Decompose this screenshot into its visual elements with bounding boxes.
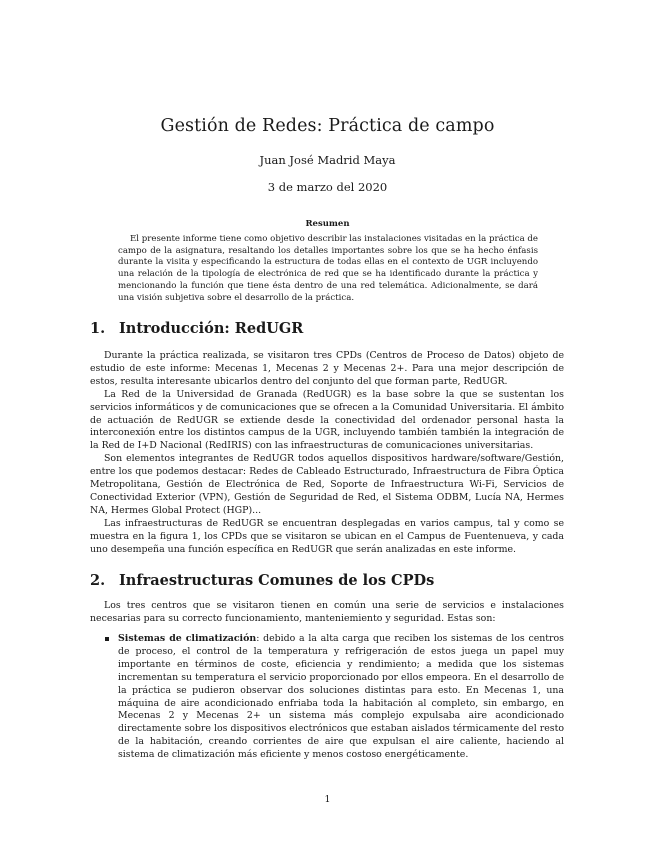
list-item	[118, 633, 564, 762]
paragraph: La Red de la Universidad de Granada (RedUGR) es la base sobre la que se sustentan los servicios informáticos y de comunicaciones que se ofrecen a la Comunidad Universitaria. El ámbito de actuación de RedUGR se extiende desde la conectividad del ordenador personal hasta la interconexión entre los distintos campus de la UGR, incluyendo también también la integración de la Red de I+D Nacional (RedIRIS) con las infraestructuras de comunicaciones universitarias.	[90, 388, 564, 452]
paragraph: Los tres centros que se visitaron tienen en común una serie de servicios e instalaciones necesarias para su correcto funcionamiento, manteniemiento y seguridad. Estas son:	[90, 600, 564, 624]
section-heading-introduccion	[90, 320, 570, 337]
paragraph: Son elementos integrantes de RedUGR todos aquellos dispositivos hardware/software/Gestión, entre los que podemos destacar: Redes de Cableado Estructurado, Infraestructura de Fibra Óptica Metropolitana, Gestión de Electrónica de Red, Soporte de Infraestructura Wi-Fi, Servicios de Conectividad Exterior (VPN), Gestión de Seguridad de Red, el Sistema ODBM, Lucía NA, Hermes NA, Hermes Global Protect (HGP)...	[90, 453, 564, 516]
section-title: Infraestructuras Comunes de los CPDs	[119, 572, 435, 589]
document-date: 3 de marzo del 2020	[267, 180, 388, 194]
paragraph: Durante la práctica realizada, se visitaron tres CPDs (Centros de Proceso de Datos) objeto de estudio de este informe: Mecenas 1, Mecenas 2 y Mecenas 2+. Para una mejor descripción de estos, resulta interesante ubicarlos dentro del conjunto del que forman parte, RedUGR.	[90, 350, 564, 387]
list-item-text: : debido a la alta carga que reciben los sistemas de los centros de proceso, el control de la temperatura y refrigeración de estos juega un papel muy importante en términos de coste, eficiencia y rendimiento; a medida que los sistemas incrementan su temperatura el servicio proporcionado por ellos empeora. En el desarrollo de la práctica se pudieron observar dos soluciones distintas para esto. En Mecenas 1, una máquina de aire acondicionado enfriaba toda la habitación al completo, sin embargo, en Mecenas 2 y Mecenas 2+ un sistema más complejo expulsaba aire acondicionado directamente sobre los dispositivos electrónicos que estaban aislados térmicamente del resto de la habitación, creando corrientes de aire que expulsan el aire caliente, haciendo al sistema de climatización más eficiente y menos costoso energéticamente.	[118, 633, 564, 761]
section-number: 1.	[90, 320, 106, 337]
list-item-term: Sistemas de climatización	[118, 633, 257, 644]
section-title: Introducción: RedUGR	[119, 320, 304, 337]
document-author: Juan José Madrid Maya	[259, 153, 396, 167]
section-heading-infraestructuras	[90, 572, 570, 589]
document-title: Gestión de Redes: Práctica de campo	[160, 116, 495, 136]
section-number: 2.	[90, 572, 106, 589]
abstract-heading: Resumen	[305, 219, 350, 229]
bullet-list	[118, 633, 564, 762]
section-body-infraestructuras	[90, 600, 564, 626]
abstract-text: El presente informe tiene como objetivo describir las instalaciones visitadas en la práctica de campo de la asignatura, resaltando los detalles importantes sobre los que se ha hecho énfasis durante la visita y especificando la estructura de todas ellas en el contexto de UGR incluyendo una relación de la tipología de electrónica de red que se ha identificado durante la práctica y mencionando la función que tiene ésta dentro de una red telemática. Adicionalmente, se dará una visión subjetiva sobre el desarrollo de la práctica.	[118, 234, 539, 303]
section-body-introduccion	[90, 350, 564, 557]
paragraph: Las infraestructuras de RedUGR se encuentran desplegadas en varios campus, tal y como se muestra en la figura 1, los CPDs que se visitaron se ubican en el Campus de Fuentenueva, y cada uno desempeña una función específica en RedUGR que serán analizadas en este informe.	[90, 517, 564, 555]
page-number: 1	[324, 794, 331, 805]
bullet-icon	[105, 637, 109, 641]
